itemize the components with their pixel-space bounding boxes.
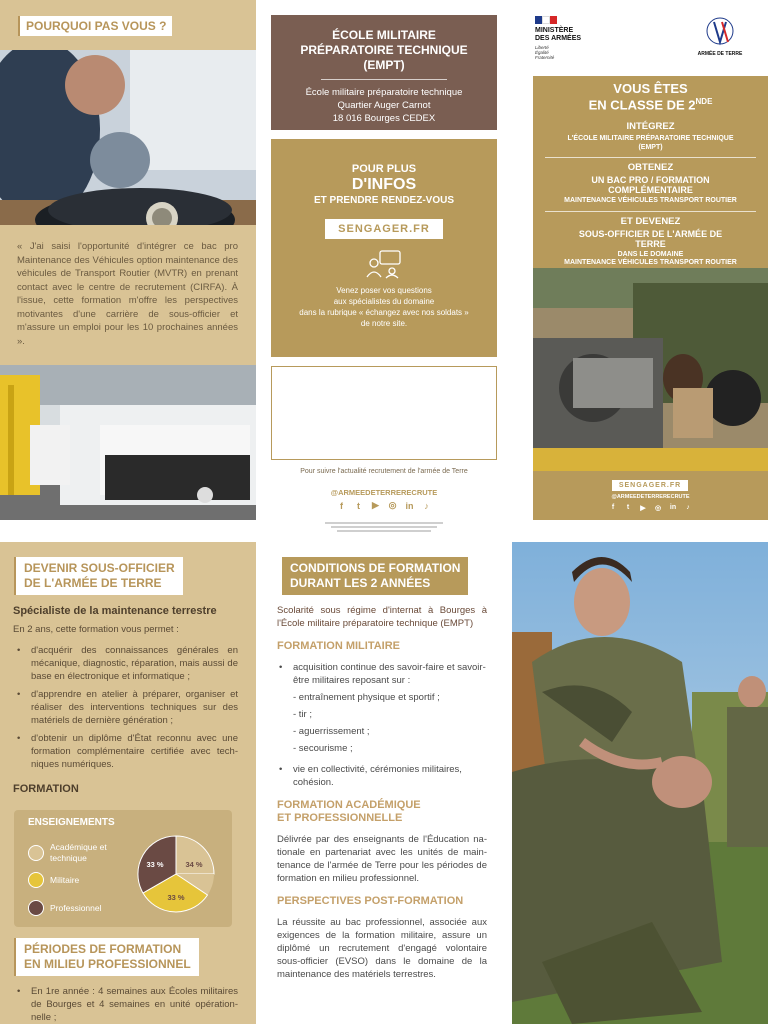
step-3-title: SOUS-OFFICIER DE L'ARMÉE DE TERRE (578, 228, 723, 249)
pie-label-academique: 34 % (185, 860, 203, 869)
legend-label: Professionnel (50, 903, 102, 913)
sengager-link[interactable]: SENGAGER.FR (325, 219, 443, 239)
career-steps (545, 122, 756, 268)
instagram-icon[interactable]: ◎ (654, 504, 662, 512)
periodes-tag-line-1: PÉRIODES DE FORMATION (24, 942, 182, 956)
divider (321, 79, 447, 80)
devenir-tag-line-1: DEVENIR SOUS-OFFICIER (24, 561, 175, 575)
info-heading-2: D'INFOS (351, 176, 417, 193)
periode-item: • En 1re année : 4 semaines aux Écoles militaires de Bourges et 4 semaines en unité opérationnelle ; (13, 985, 238, 1024)
list-item: - aguerrissement ; (293, 726, 370, 737)
vehicle-repair-photo (533, 268, 768, 471)
specialiste-block (13, 605, 238, 795)
formation-title: FORMATION (13, 783, 79, 795)
school-address-line: 18 016 Bourges CEDEX (332, 113, 436, 124)
info-text-line: dans la rubrique « échangez avec nos soldats » (299, 308, 469, 317)
perspectives-text: La réussite au bac professionnel, associée aux exigences de la formation militaire, assure un diplômé un recrutement d'engagé volontaire sous-officier (EVSO) dans le domaine de la maintenance des matériels terrestres. (277, 917, 487, 980)
vous-etes-text: EN CLASSE DE 2 (588, 97, 696, 113)
instagram-icon[interactable]: ◎ (388, 500, 397, 510)
devenir-tag (14, 557, 183, 595)
list-item: • d'acquérir des connaissances générales en mécanique, diagnostic, réparation, mais aussi de base en électronique et informatique ; (13, 644, 238, 683)
vous-etes-line-2 (533, 95, 768, 111)
info-heading-3: ET PRENDRE RENDEZ-VOUS (313, 195, 454, 206)
vous-etes-superscript: NDE (695, 97, 713, 106)
twitter-icon[interactable]: t (357, 500, 360, 511)
legend-item-academique (28, 842, 120, 864)
section-tag: POURQUOI PAS VOUS ? (18, 16, 172, 36)
conditions-tag-line-1: CONDITIONS DE FORMATION (290, 561, 461, 575)
devise-liberte: Liberté (535, 45, 549, 50)
devise-fraternite: Fraternité (535, 55, 555, 60)
youtube-icon[interactable]: ▶ (372, 500, 379, 510)
step-3-heading: ET DEVENEZ (620, 215, 681, 227)
linkedin-icon[interactable]: in (405, 500, 414, 511)
legend-label: Académique et technique (50, 842, 107, 863)
facebook-icon[interactable]: f (611, 504, 615, 511)
periodes-tag (14, 938, 199, 976)
legend-swatch (28, 872, 44, 888)
legend-item-militaire (28, 872, 79, 888)
right-social-icons (533, 502, 768, 513)
specialiste-intro: En 2 ans, cette formation vous permet : (13, 624, 179, 635)
legend-label: Militaire (50, 875, 80, 885)
list-item: • vie en collectivité, cérémonies militaires, cohésion. (277, 763, 487, 789)
tiktok-icon[interactable]: ♪ (686, 504, 690, 511)
follow-handle[interactable]: @ARMEEDETERRERECRUTE (330, 488, 438, 497)
list-item: - secourisme ; (293, 743, 353, 754)
info-text-line: aux spécialistes du domaine (333, 297, 435, 306)
list-item: • acquisition continue des savoir-faire et savoir-être militaires reposant sur : (277, 661, 487, 687)
ministere-logo (535, 16, 605, 62)
tiktok-icon[interactable]: ♪ (424, 500, 429, 511)
formation-academique-text: Délivrée par des enseignants de l'Éducation nationale en partenariat avec les unités de maintenance de l'armée de Terre pour les périodes de formation en milieu professionnel. (277, 834, 487, 884)
info-text-line: de notre site. (360, 319, 408, 328)
chat-icon (364, 249, 404, 279)
step-2-heading: OBTENEZ (627, 162, 674, 173)
ministere-line-1: MINISTÈRE (535, 27, 574, 34)
info-heading-1: POUR PLUS (351, 163, 417, 175)
pie-label-militaire: 33 % (167, 893, 185, 902)
formation-militaire-heading: FORMATION MILITAIRE (277, 640, 401, 652)
youtube-icon[interactable]: ▶ (640, 504, 646, 512)
step-1-text: L'ÉCOLE MILITAIRE PRÉPARATOIRE TECHNIQUE (EMPT) (567, 135, 734, 151)
step-1-heading: INTÉGREZ (626, 121, 675, 132)
step-2-text: MAINTENANCE VÉHICULES TRANSPORT ROUTIER (564, 197, 737, 204)
conditions-tag (282, 557, 468, 595)
legend-item-professionnel (28, 900, 102, 916)
legend-swatch (28, 845, 44, 861)
twitter-icon[interactable]: t (626, 504, 630, 511)
list-item: • d'apprendre en atelier à préparer, organiser et réaliser des interventions techniques sur des matériels de dernière génération ; (13, 688, 238, 727)
conditions-intro: Scolarité sous régime d'internat à Bourges à l'École militaire préparatoire technique (EMPT) (277, 605, 487, 629)
pie-label-professionnel: 33 % (146, 860, 164, 869)
school-address-box (271, 15, 497, 130)
follow-text: Pour suivre l'actualité recrutement de l'armée de Terre (300, 468, 468, 475)
devise-egalite: Égalité (535, 50, 549, 55)
step-3-text-2: MAINTENANCE VÉHICULES TRANSPORT ROUTIER (564, 259, 737, 266)
vous-etes-line-1: VOUS ÊTES (613, 81, 688, 96)
list-item: - tir ; (293, 709, 312, 720)
armee-de-terre-logo (692, 16, 748, 60)
formation-academique-heading (277, 799, 487, 825)
linkedin-icon[interactable]: in (669, 504, 677, 511)
specialiste-title: Spécialiste de la maintenance terrestre (13, 605, 217, 617)
school-title: ÉCOLE MILITAIRE PRÉPARATOIRE TECHNIQUE (EMPT) (300, 28, 468, 72)
enseignements-box (14, 810, 232, 927)
legend-swatch (28, 900, 44, 916)
right-handle[interactable]: @ARMEEDETERRERECRUTE (611, 494, 690, 500)
enseignements-title: ENSEIGNEMENTS (28, 817, 115, 828)
info-text-line: Venez poser vos questions (336, 286, 432, 295)
armee-label: ARMÉE DE TERRE (697, 51, 743, 57)
school-address-line: École militaire préparatoire technique (305, 87, 463, 98)
right-sengager-link[interactable]: SENGAGER.FR (612, 480, 688, 491)
legal-mentions (325, 520, 443, 534)
conditions-tag-line-2: DURANT LES 2 ANNÉES (290, 576, 431, 590)
beret-photo (0, 50, 256, 225)
school-address-line: Quartier Auger Carnot (337, 100, 431, 111)
step-3-text: DANS LE DOMAINE (617, 250, 684, 258)
step-2-title: UN BAC PRO / FORMATION COMPLÉMENTAIRE (591, 175, 710, 195)
devenir-tag-line-2: DE L'ARMÉE DE TERRE (24, 576, 162, 590)
divider (545, 211, 756, 212)
formation-academique-line-1: FORMATION ACADÉMIQUE (277, 799, 421, 811)
list-item: - entraînement physique et sportif ; (293, 692, 440, 703)
soldiers-training-photo (512, 542, 768, 1024)
testimonial-quote: « J'ai saisi l'opportunité d'intégrer ce bac pro Maintenance des Véhicules option maintenance des véhicules de Transport Routier (MVTR) en prenant contact avec le centre de recrutement (CIRFA). À l'issue, cette formation m'offre les perspectives motivantes d'une carrière de sous-officier et m'assure un emploi pour les 10 prochaines années ». (17, 241, 238, 347)
ministere-line-2: DES ARMÉES (535, 35, 582, 42)
list-item: • d'obtenir un diplôme d'État reconnu avec une formation complémentaire certifiée avec techniques numériques. (13, 732, 238, 771)
conditions-block (277, 604, 487, 981)
perspectives-heading: PERSPECTIVES POST-FORMATION (277, 895, 464, 907)
formation-academique-line-2: ET PROFESSIONNELLE (277, 812, 403, 824)
stamp-box (271, 366, 497, 460)
periodes-tag-line-2: EN MILIEU PROFESSIONNEL (24, 957, 191, 971)
enseignements-pie (136, 834, 216, 914)
facebook-icon[interactable]: f (340, 500, 343, 511)
social-icons (271, 500, 497, 511)
divider (545, 157, 756, 158)
workshop-photo (0, 365, 256, 520)
vous-etes-heading (533, 82, 768, 111)
info-box (271, 139, 497, 357)
